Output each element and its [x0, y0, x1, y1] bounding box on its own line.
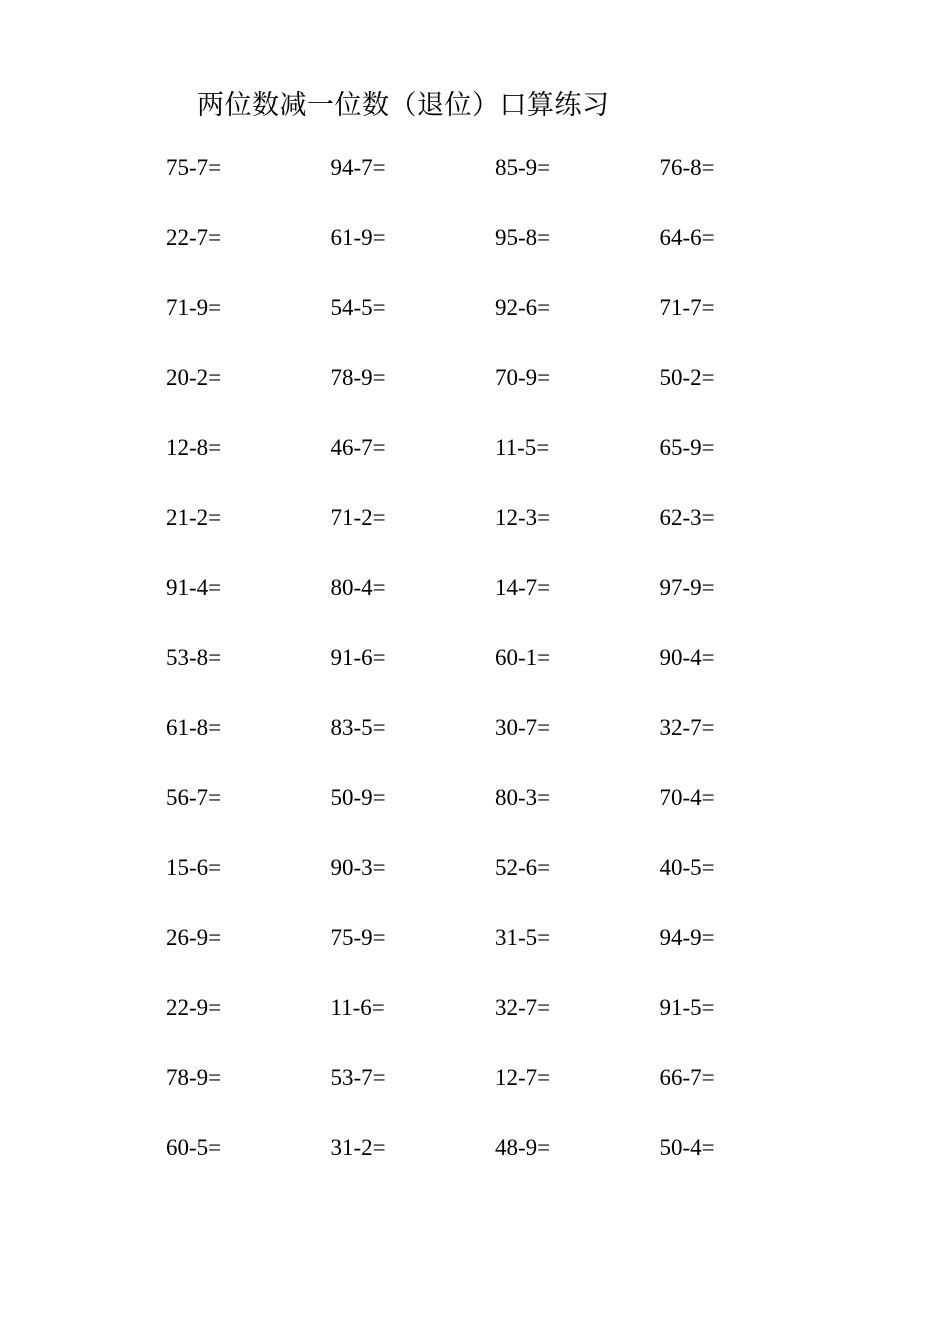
problem-row	[166, 853, 824, 923]
problem-item: 54-5=	[330, 295, 386, 320]
problem-item: 12-8=	[166, 435, 222, 460]
problem-row	[166, 573, 824, 643]
problem-item: 62-3=	[659, 505, 715, 530]
problem-grid	[166, 153, 824, 1203]
problem-item: 91-5=	[659, 995, 715, 1020]
problem-item: 15-6=	[166, 855, 222, 880]
problem-item: 65-9=	[659, 435, 715, 460]
problem-item: 64-6=	[659, 225, 715, 250]
problem-item: 71-9=	[166, 295, 222, 320]
problem-row	[166, 643, 824, 713]
problem-item: 94-9=	[659, 925, 715, 950]
problem-item: 66-7=	[659, 1065, 715, 1090]
problem-row	[166, 293, 824, 363]
problem-row	[166, 993, 824, 1063]
problem-item: 56-7=	[166, 785, 222, 810]
problem-item: 48-9=	[495, 1135, 551, 1160]
problem-item: 32-7=	[659, 715, 715, 740]
problem-item: 80-3=	[495, 785, 551, 810]
problem-item: 11-6=	[330, 995, 385, 1020]
problem-item: 50-4=	[659, 1135, 715, 1160]
problem-row	[166, 923, 824, 993]
problem-item: 22-9=	[166, 995, 222, 1020]
problem-item: 12-3=	[495, 505, 551, 530]
problem-item: 30-7=	[495, 715, 551, 740]
problem-item: 53-8=	[166, 645, 222, 670]
problem-item: 91-4=	[166, 575, 222, 600]
page-title: 两位数减一位数（退位）口算练习	[197, 90, 610, 121]
problem-item: 78-9=	[330, 365, 386, 390]
problem-item: 53-7=	[330, 1065, 386, 1090]
problem-item: 61-9=	[330, 225, 386, 250]
problem-item: 52-6=	[495, 855, 551, 880]
problem-item: 76-8=	[659, 155, 715, 180]
problem-item: 12-7=	[495, 1065, 551, 1090]
problem-item: 32-7=	[495, 995, 551, 1020]
problem-row	[166, 363, 824, 433]
problem-item: 50-9=	[330, 785, 386, 810]
problem-item: 21-2=	[166, 505, 222, 530]
problem-item: 70-9=	[495, 365, 551, 390]
problem-item: 31-2=	[330, 1135, 386, 1160]
problem-row	[166, 783, 824, 853]
problem-item: 83-5=	[330, 715, 386, 740]
problem-item: 40-5=	[659, 855, 715, 880]
problem-item: 22-7=	[166, 225, 222, 250]
problem-row	[166, 503, 824, 573]
problem-item: 75-7=	[166, 155, 222, 180]
problem-item: 60-1=	[495, 645, 551, 670]
problem-item: 70-4=	[659, 785, 715, 810]
problem-item: 95-8=	[495, 225, 551, 250]
problem-item: 94-7=	[330, 155, 386, 180]
problem-item: 85-9=	[495, 155, 551, 180]
problem-row	[166, 153, 824, 223]
problem-row	[166, 713, 824, 783]
problem-item: 71-2=	[330, 505, 386, 530]
problem-item: 26-9=	[166, 925, 222, 950]
problem-item: 90-3=	[330, 855, 386, 880]
problem-item: 92-6=	[495, 295, 551, 320]
problem-item: 46-7=	[330, 435, 386, 460]
problem-item: 60-5=	[166, 1135, 222, 1160]
problem-item: 71-7=	[659, 295, 715, 320]
problem-row	[166, 1133, 824, 1203]
problem-row	[166, 223, 824, 293]
problem-item: 75-9=	[330, 925, 386, 950]
problem-item: 78-9=	[166, 1065, 222, 1090]
problem-item: 20-2=	[166, 365, 222, 390]
problem-item: 90-4=	[659, 645, 715, 670]
problem-item: 11-5=	[495, 435, 550, 460]
problem-item: 61-8=	[166, 715, 222, 740]
problem-item: 97-9=	[659, 575, 715, 600]
problem-item: 80-4=	[330, 575, 386, 600]
problem-row	[166, 1063, 824, 1133]
problem-item: 91-6=	[330, 645, 386, 670]
problem-row	[166, 433, 824, 503]
problem-item: 50-2=	[659, 365, 715, 390]
problem-item: 14-7=	[495, 575, 551, 600]
problem-item: 31-5=	[495, 925, 551, 950]
